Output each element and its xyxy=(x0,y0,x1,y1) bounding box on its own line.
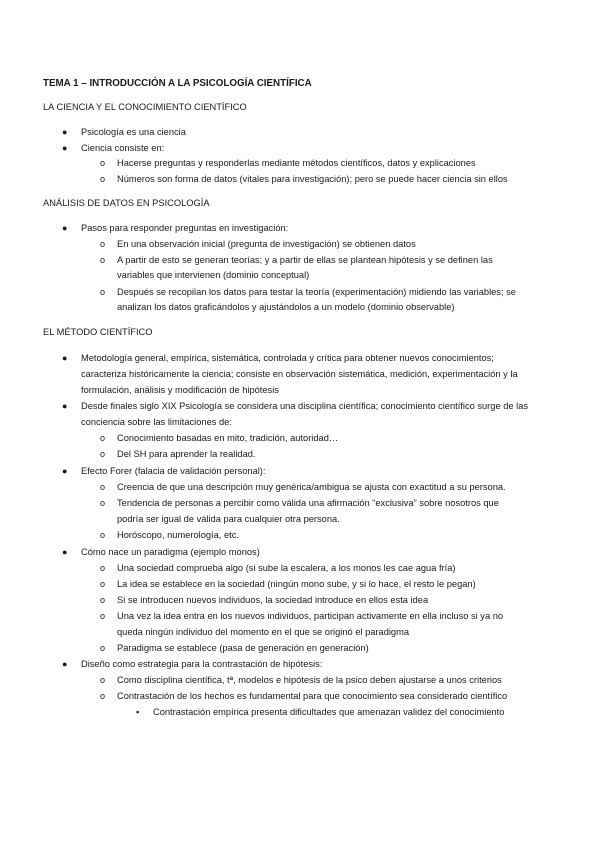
list-item: Después se recopilan los datos para testar la teoría (experimentación) midiendo las variables; se xyxy=(117,287,516,297)
list-item: Horóscopo, numerología, etc. xyxy=(117,530,239,540)
bullet-circle-icon: o xyxy=(100,563,106,573)
list-item-continuation: queda ningún individuo del momento en el que se originó el paradigma xyxy=(117,627,410,637)
list-item: Desde finales siglo XIX Psicología se considera una disciplina científica; conocimiento científico surge de las xyxy=(81,401,529,411)
bullet-dot-icon: ● xyxy=(62,223,68,233)
bullet-circle-icon: o xyxy=(100,691,106,701)
list-item: Una sociedad comprueba algo (si sube la escalera, a los monos les cae agua fría) xyxy=(117,563,456,573)
bullet-dot-icon: ● xyxy=(62,353,68,363)
list-item: Como disciplina científica, tª, modelos e hipótesis de la psico deben ajustarse a unos criterios xyxy=(117,675,502,685)
list-item: Creencia de que una descripción muy genérica/ambigua se ajusta con exactitud a su persona. xyxy=(117,482,506,492)
bullet-circle-icon: o xyxy=(100,498,106,508)
list-item-continuation: podría ser igual de válida para cualquier otra persona. xyxy=(117,514,340,524)
list-item: Una vez la idea entra en los nuevos individuos, participan activamente en ella incluso si ya no xyxy=(117,611,504,621)
bullet-dot-icon: ● xyxy=(62,547,68,557)
bullet-circle-icon: o xyxy=(100,174,106,184)
list-item-continuation: formulación, análisis y modificación de hipótesis xyxy=(81,385,279,395)
list-item-continuation: variables que intervienen (dominio conceptual) xyxy=(117,270,310,280)
bullet-circle-icon: o xyxy=(100,482,106,492)
document-title: TEMA 1 – INTRODUCCIÓN A LA PSICOLOGÍA CIENTÍFICA xyxy=(43,78,312,89)
section-heading-ciencia: LA CIENCIA Y EL CONOCIMIENTO CIENTÍFICO xyxy=(43,102,247,112)
list-item: Efecto Forer (falacia de validación personal): xyxy=(81,466,266,476)
list-item: Psicología es una ciencia xyxy=(81,127,186,137)
bullet-circle-icon: o xyxy=(100,287,106,297)
bullet-circle-icon: o xyxy=(100,595,106,605)
list-item: Contrastación empírica presenta dificultades que amenazan validez del conocimiento xyxy=(153,707,505,717)
bullet-dot-icon: ● xyxy=(62,127,68,137)
list-item-continuation: caracteriza históricamente la ciencia; consiste en observación sistemática, medición, experimentación y la xyxy=(81,369,518,379)
bullet-square-icon: ▪ xyxy=(136,707,140,717)
list-item: Números son forma de datos (vitales para investigación); pero se puede hacer ciencia sin ellos xyxy=(117,174,508,184)
section-heading-metodo: EL MÉTODO CIENTÍFICO xyxy=(43,327,153,337)
list-item: Tendencia de personas a percibir como válida una afirmación “exclusiva” sobre nosotros que xyxy=(117,498,499,508)
bullet-circle-icon: o xyxy=(100,579,106,589)
list-item: Metodología general, empírica, sistemática, controlada y crítica para obtener nuevos conocimientos; xyxy=(81,353,494,363)
list-item: Si se introducen nuevos individuos, la sociedad introduce en ellos esta idea xyxy=(117,595,429,605)
section-heading-analisis: ANÁLISIS DE DATOS EN PSICOLOGÍA xyxy=(43,198,210,208)
bullet-dot-icon: ● xyxy=(62,659,68,669)
list-item: Del SH para aprender la realidad. xyxy=(117,449,256,459)
list-item: Contrastación de los hechos es fundamental para que conocimiento sea considerado científico xyxy=(117,691,508,701)
list-item: En una observación inicial (pregunta de investigación) se obtienen datos xyxy=(117,239,416,249)
list-item: Hacerse preguntas y responderlas mediante métodos científicos, datos y explicaciones xyxy=(117,158,476,168)
bullet-circle-icon: o xyxy=(100,255,106,265)
bullet-circle-icon: o xyxy=(100,433,106,443)
list-item: La idea se establece en la sociedad (ningún mono sube, y si lo hace, el resto le pegan) xyxy=(117,579,476,589)
list-item: Cómo nace un paradigma (ejemplo monos) xyxy=(81,547,260,557)
bullet-circle-icon: o xyxy=(100,675,106,685)
bullet-circle-icon: o xyxy=(100,643,106,653)
list-item: Conocimiento basadas en mito, tradición, autoridad… xyxy=(117,433,339,443)
bullet-circle-icon: o xyxy=(100,449,106,459)
list-item-continuation: analizan los datos graficándolos y ajustándolos a un modelo (dominio observable) xyxy=(117,302,455,312)
list-item: Diseño como estrategia para la contrastación de hipótesis: xyxy=(81,659,323,669)
bullet-circle-icon: o xyxy=(100,611,106,621)
bullet-dot-icon: ● xyxy=(62,143,68,153)
list-item: A partir de esto se generan teorías; y a partir de ellas se plantean hipótesis y se definen las xyxy=(117,255,493,265)
bullet-dot-icon: ● xyxy=(62,466,68,476)
list-item: Pasos para responder preguntas en investigación: xyxy=(81,223,289,233)
bullet-circle-icon: o xyxy=(100,239,106,249)
bullet-circle-icon: o xyxy=(100,530,106,540)
list-item: Paradigma se establece (pasa de generación en generación) xyxy=(117,643,369,653)
list-item: Ciencia consiste en: xyxy=(81,143,165,153)
bullet-dot-icon: ● xyxy=(62,401,68,411)
list-item-continuation: conciencia sobre las limitaciones de: xyxy=(81,417,232,427)
bullet-circle-icon: o xyxy=(100,158,106,168)
